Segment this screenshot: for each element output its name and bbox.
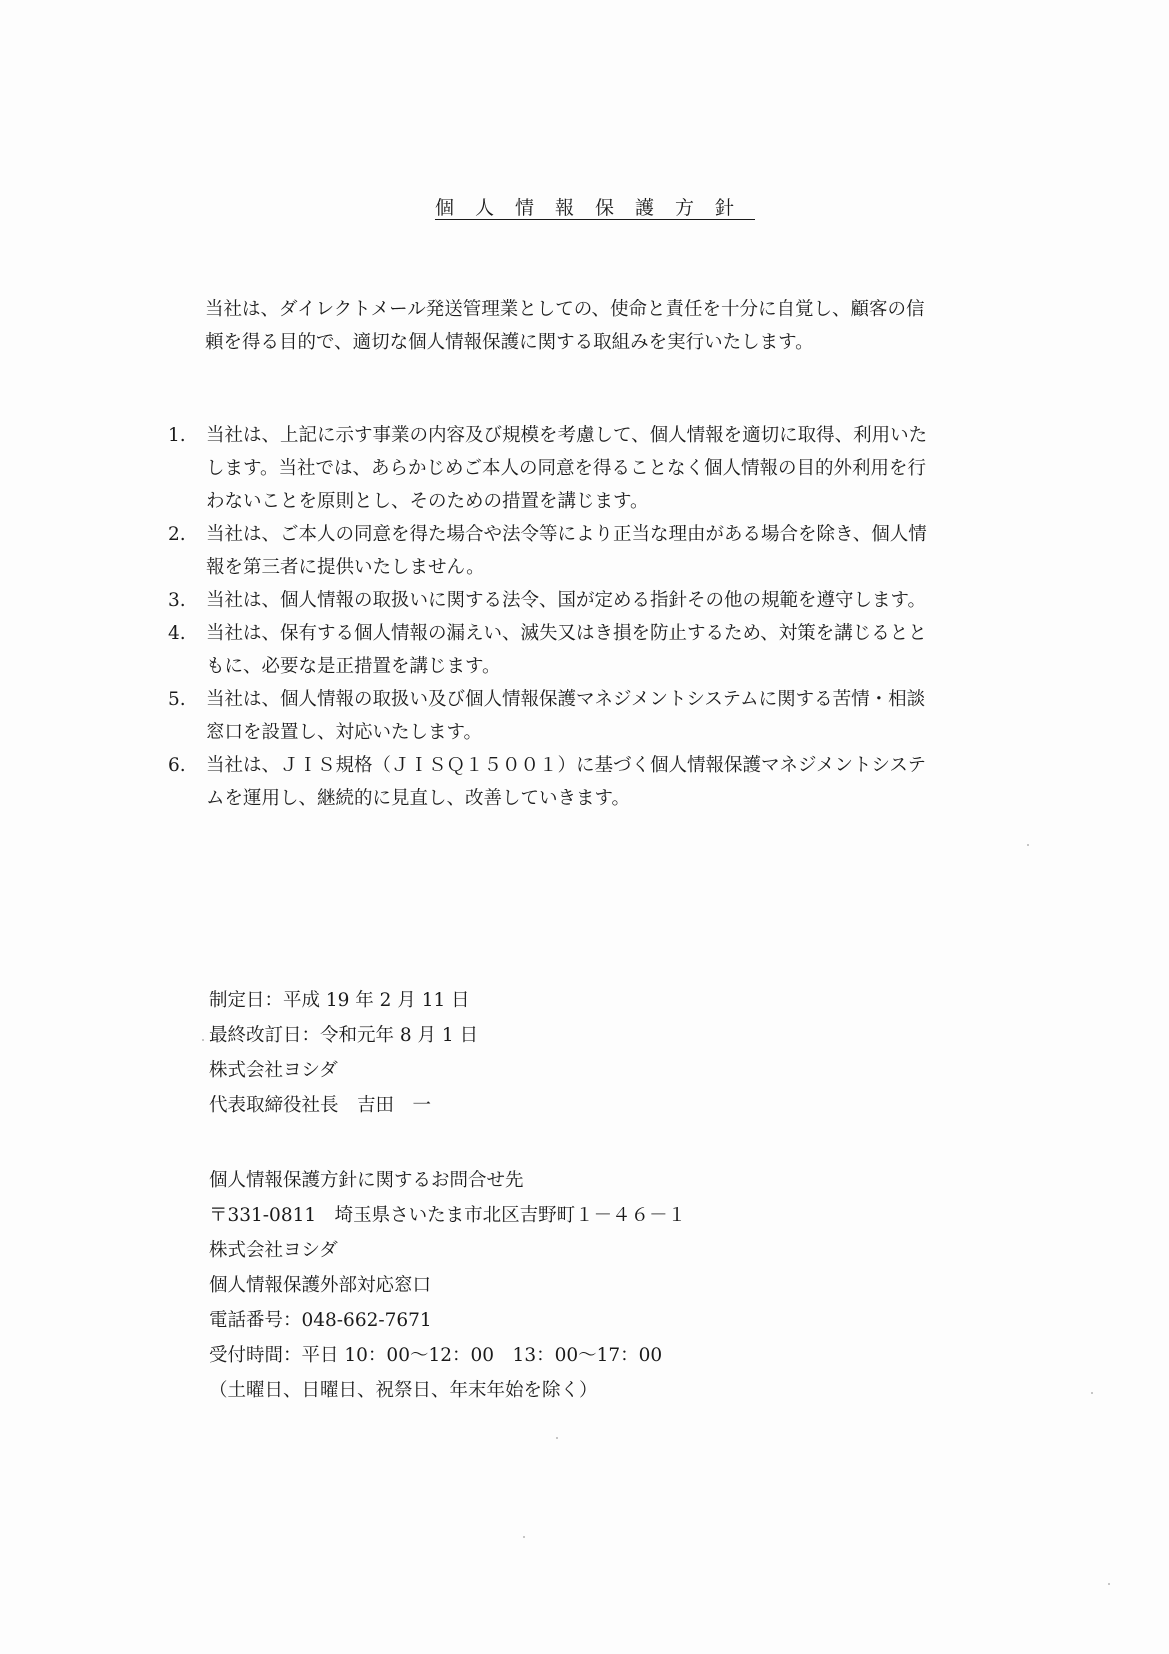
policy-line: もに、必要な是正措置を講じます。 <box>206 656 501 677</box>
policy-line: ムを運用し、継続的に見直し、改善していきます。 <box>206 788 631 809</box>
contact-heading: 個人情報保護方針に関するお問合せ先 <box>209 1170 524 1191</box>
policy-number: 6. <box>168 755 186 776</box>
company-name: 株式会社ヨシダ <box>209 1060 338 1081</box>
contact-phone: 電話番号：048-662-7671 <box>209 1310 432 1331</box>
intro-line: 当社は、ダイレクトメール発送管理業としての、使命と責任を十分に自覚し、顧客の信 <box>205 299 925 320</box>
contact-closed-days: （土曜日、日曜日、祝祭日、年末年始を除く） <box>209 1380 598 1401</box>
scan-speck <box>523 1536 525 1538</box>
policy-item <box>168 617 1008 683</box>
policy-line: 当社は、保有する個人情報の漏えい、滅失又はき損を防止するため、対策を講じるとと <box>206 623 927 644</box>
policy-item <box>168 518 1008 584</box>
intro-line: 頼を得る目的で、適切な個人情報保護に関する取組みを実行いたします。 <box>205 332 814 353</box>
policy-line: 当社は、ご本人の同意を得た場合や法令等により正当な理由がある場合を除き、個人情 <box>206 524 927 545</box>
policy-line: 窓口を設置し、対応いたします。 <box>206 722 483 743</box>
contact-company: 株式会社ヨシダ <box>209 1240 338 1261</box>
scan-speck <box>1027 844 1029 846</box>
contact-address: 〒331-0811 埼玉県さいたま市北区吉野町１－４６－１ <box>209 1205 687 1226</box>
policy-line: わないことを原則とし、そのための措置を講じます。 <box>206 491 649 512</box>
contact-block <box>209 1163 686 1408</box>
scan-speck <box>1108 1583 1110 1585</box>
policy-number: 4. <box>168 623 186 644</box>
policy-line: 当社は、上記に示す事業の内容及び規模を考慮して、個人情報を適切に取得、利用いた <box>206 425 928 446</box>
policy-list <box>168 419 1008 815</box>
signature-block <box>209 983 478 1123</box>
representative-name: 代表取締役社長 吉田 一 <box>209 1095 432 1116</box>
document-title <box>0 193 1169 220</box>
document-title-text: 個人情報保護方針 <box>434 197 755 219</box>
policy-line: 当社は、ＪＩＳ規格（ＪＩＳＱ１５００１）に基づく個人情報保護マネジメントシステ <box>206 755 927 776</box>
contact-hours: 受付時間：平日 10：00～12：00 13：00～17：00 <box>209 1345 663 1366</box>
policy-line: します。当社では、あらかじめご本人の同意を得ることなく個人情報の目的外利用を行 <box>206 458 927 479</box>
policy-number: 5. <box>168 689 186 710</box>
scan-speck <box>556 1437 558 1439</box>
policy-line: 当社は、個人情報の取扱い及び個人情報保護マネジメントシステムに関する苦情・相談 <box>206 689 926 710</box>
scan-speck <box>202 1039 204 1041</box>
policy-item <box>168 584 1008 617</box>
policy-number: 3. <box>168 590 186 611</box>
policy-line: 当社は、個人情報の取扱いに関する法令、国が定める指針その他の規範を遵守します。 <box>206 590 927 611</box>
established-date: 制定日：平成 19 年 2 月 11 日 <box>209 990 470 1011</box>
policy-number: 1. <box>168 425 186 446</box>
policy-item <box>168 419 1008 518</box>
policy-number: 2. <box>168 524 186 545</box>
revised-date: 最終改訂日：令和元年 8 月 1 日 <box>209 1025 479 1046</box>
policy-item <box>168 749 1008 815</box>
contact-department: 個人情報保護外部対応窓口 <box>209 1275 432 1296</box>
policy-item <box>168 683 1008 749</box>
intro-paragraph <box>205 293 1005 359</box>
policy-line: 報を第三者に提供いたしません。 <box>206 557 485 578</box>
scan-speck <box>1091 1392 1093 1394</box>
